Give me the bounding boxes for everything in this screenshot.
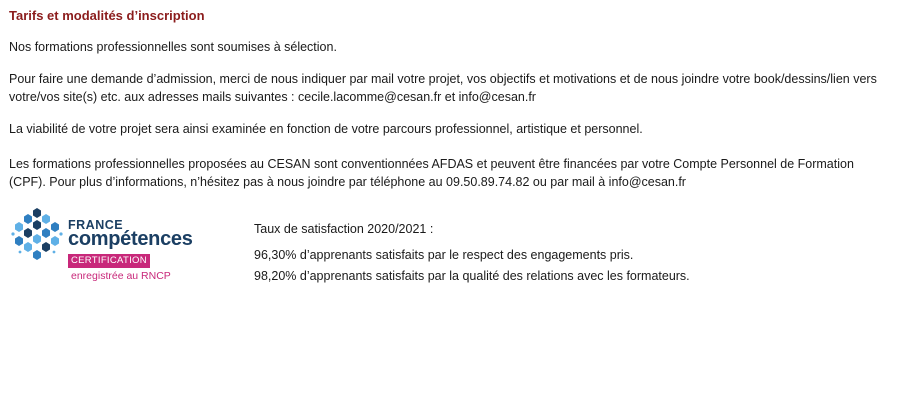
- satisfaction-block: [254, 220, 690, 288]
- paragraph-selection: Nos formations professionnelles sont soumises à sélection.: [9, 40, 337, 54]
- paragraph-funding: Les formations professionnelles proposées au CESAN sont conventionnées AFDAS et peuvent être financées par votre Compte Personnel de Formation (CPF). Pour plus d’informations, n’hésitez pas à nous joindre par téléphone au 09.50.89.74.82 ou par mail à info@cesan.fr: [9, 157, 854, 189]
- paragraph-viability: La viabilité de votre projet sera ainsi examinée en fonction de votre parcours professionnel, artistique et personnel.: [9, 122, 643, 136]
- france-competences-logo: [10, 206, 215, 286]
- logo-word-competences: compétences: [68, 228, 193, 250]
- logo-certification-badge: CERTIFICATION: [68, 254, 150, 268]
- hexagon-cluster-icon: [10, 206, 64, 266]
- logo-rncp-label: enregistrée au RNCP: [71, 270, 171, 282]
- section-title: Tarifs et modalités d’inscription: [9, 8, 205, 23]
- paragraph-admission: Pour faire une demande d’admission, merci de nous indiquer par mail votre projet, vos objectifs et motivations et de nous joindre votre book/dessins/lien vers votre/vos site(s) etc. aux adresses mails suivantes : cecile.lacomme@cesan.fr et info@cesan.fr: [9, 72, 877, 104]
- satisfaction-heading: Taux de satisfaction 2020/2021 :: [254, 222, 434, 236]
- logo-word-france: FRANCE: [68, 218, 124, 232]
- satisfaction-line-engagements: 96,30% d’apprenants satisfaits par le respect des engagements pris.: [254, 248, 634, 262]
- satisfaction-line-formateurs: 98,20% d’apprenants satisfaits par la qualité des relations avec les formateurs.: [254, 269, 690, 283]
